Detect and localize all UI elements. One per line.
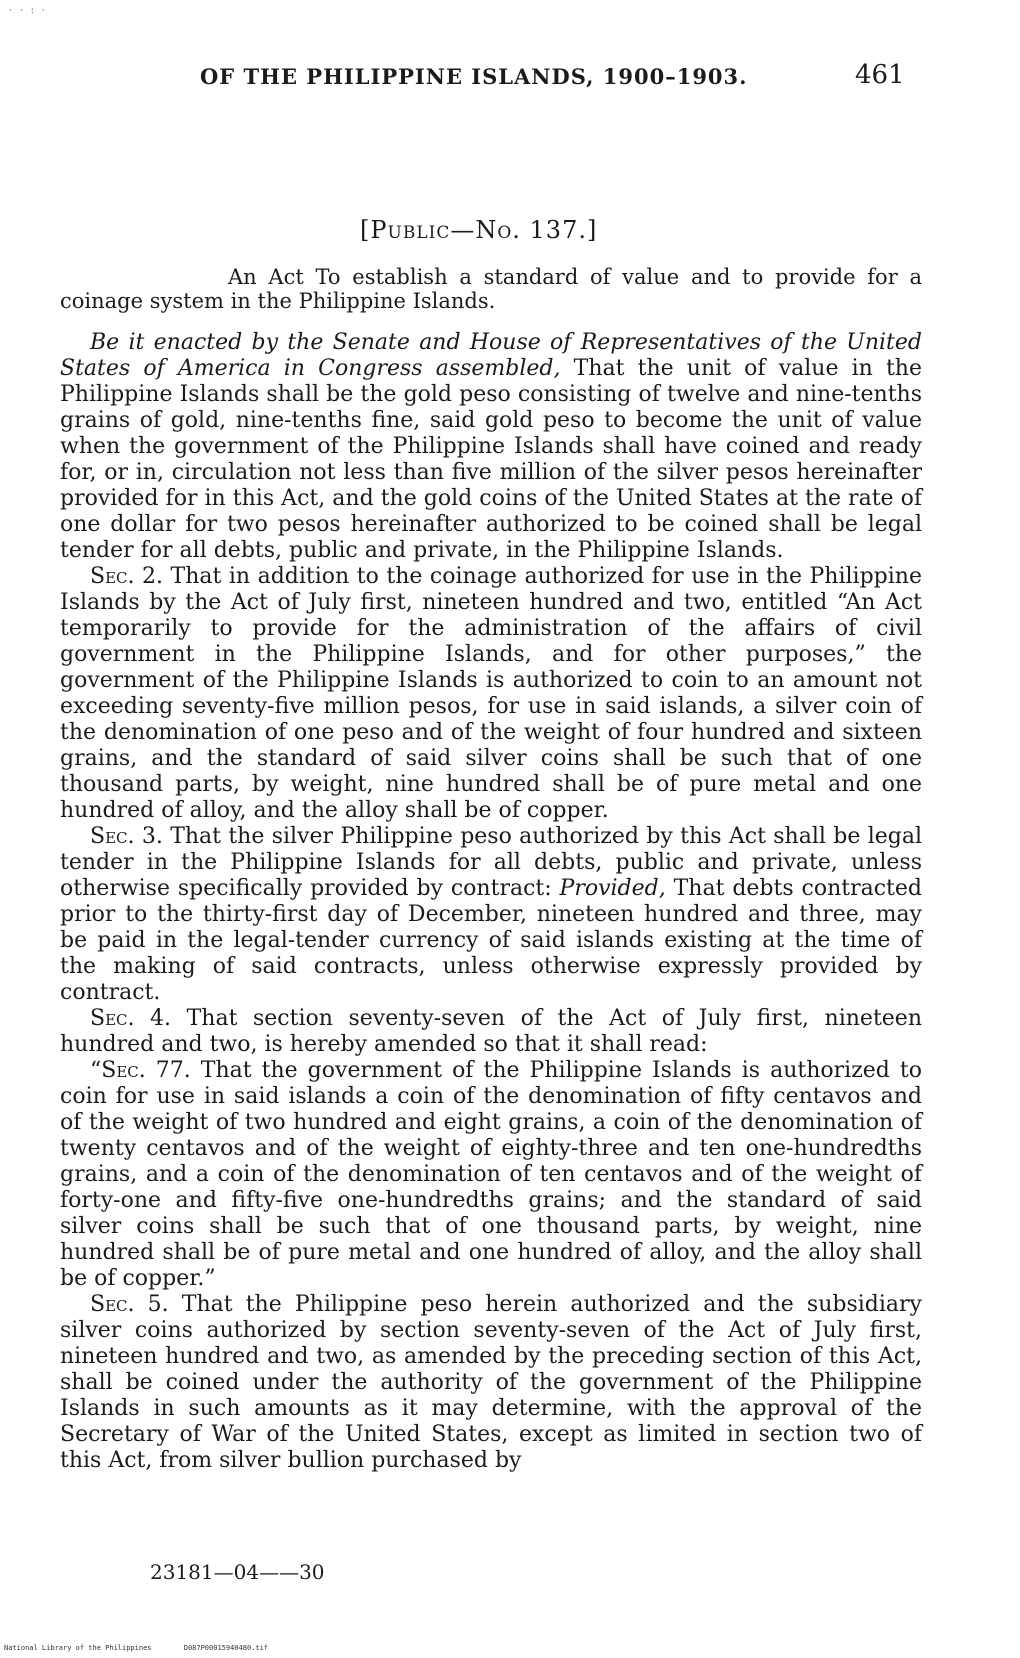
section-2: [60, 564, 922, 824]
section-77-quoted: [60, 1058, 922, 1292]
section-label: Sec. 2.: [90, 564, 164, 589]
act-body: [60, 330, 922, 1474]
section-5: [60, 1292, 922, 1474]
section-4: [60, 1006, 922, 1058]
proviso-word: Provided,: [559, 876, 666, 901]
scan-source: National Library of the Philippines: [4, 1644, 152, 1652]
scan-source-note: [4, 1644, 296, 1652]
act-title: [Public—No. 137.]: [360, 216, 598, 244]
section-text: That the government of the Philippine Islands is authorized to coin for use in said islands a coin of the denomination of fifty centavos and of the weight of two hundred and eight grains, a coin of the denomination of twenty centavos and of the weight of eighty-three and ten one-hundredths grains, and a coin of the denomination of ten centavos and of the weight of forty-one and fifty-five one-hundredths grains; and the standard of said silver coins shall be such that of one thousand parts, by weight, nine hundred shall be of pure metal and one hundred of alloy, and the alloy shall be of copper.”: [60, 1058, 922, 1291]
section-text: That section seventy-seven of the Act of July first, nineteen hundred and two, is hereby amended so that it shall read:: [60, 1006, 922, 1057]
section-label: Sec. 5.: [90, 1292, 169, 1317]
scan-marks: · · : ·: [8, 6, 46, 16]
section-text-continued: That debts contracted prior to the thirty-first day of December, nineteen hundred and three, may be paid in the legal-tender currency of said islands existing at the time of the making of said contracts, unless otherwise expressly provided by contract.: [60, 876, 922, 1005]
enacting-clause: Be it enacted by the Senate and House of Representatives of the United States of America in Congress assembled,: [60, 330, 922, 381]
running-head: OF THE PHILIPPINE ISLANDS, 1900–1903.: [200, 64, 748, 89]
section-label: Sec. 4.: [90, 1006, 172, 1031]
section-text: That the silver Philippine peso authorized by this Act shall be legal tender in the Philippine Islands for all debts, public and private, unless otherwise specifically provided by contract:: [60, 824, 922, 901]
act-synopsis: An Act To establish a standard of value and to provide for a coinage system in the Philippine Islands.: [60, 265, 922, 313]
scan-file: D087P00015940480.tif: [183, 1644, 269, 1652]
printer-code: 23181—04——30: [150, 1560, 325, 1584]
section-1: [60, 330, 922, 564]
section-1-text: That the unit of value in the Philippine Islands shall be the gold peso consisting of twelve and nine-tenths grains of gold, nine-tenths fine, said gold peso to become the unit of value when the government of the Philippine Islands shall have coined and ready for, or in, circulation not less than five million of the silver pesos hereinafter provided for in this Act, and the gold coins of the United States at the rate of one dollar for two pesos hereinafter authorized to be coined shall be legal tender for all debts, public and private, in the Philippine Islands.: [60, 356, 922, 563]
section-label: “Sec. 77.: [90, 1058, 191, 1083]
page-number: 461: [855, 60, 905, 90]
section-text: That in addition to the coinage authorized for use in the Philippine Islands by the Act of July first, nineteen hundred and two, entitled “An Act temporarily to provide for the administration of the affairs of civil government in the Philippine Islands, and for other purposes,” the government of the Philippine Islands is authorized to coin to an amount not exceeding seventy-five million pesos, for use in said islands, a silver coin of the denomination of one peso and of the weight of four hundred and sixteen grains, and the standard of said silver coins shall be such that of one thousand parts, by weight, nine hundred shall be of pure metal and one hundred of alloy, and the alloy shall be of copper.: [60, 564, 922, 823]
section-label: Sec. 3.: [90, 824, 163, 849]
section-text: That the Philippine peso herein authorized and the subsidiary silver coins authorized by section seventy-seven of the Act of July first, nineteen hundred and two, as amended by the preceding section of this Act, shall be coined under the authority of the government of the Philippine Islands in such amounts as it may determine, with the approval of the Secretary of War of the United States, except as limited in section two of this Act, from silver bullion purchased by: [60, 1292, 922, 1473]
section-3: [60, 824, 922, 1006]
